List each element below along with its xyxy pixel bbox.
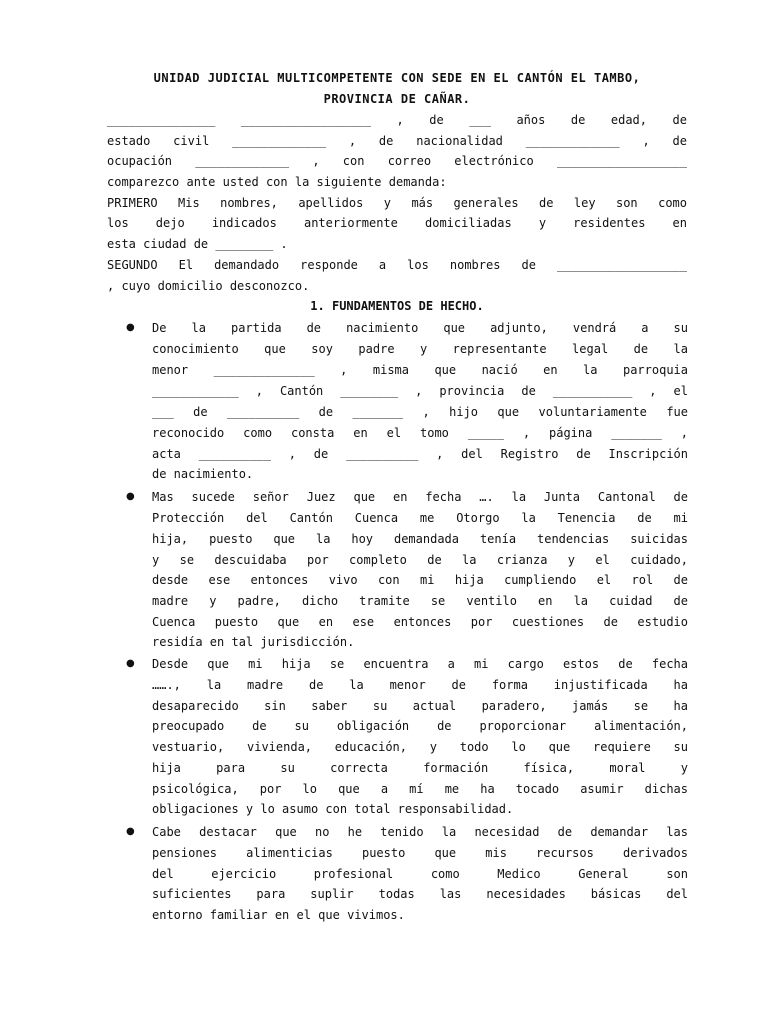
intro-line: estado civil _____________ , de nacionalidad _____________ , de bbox=[107, 134, 687, 148]
bullet-icon: ● bbox=[126, 826, 135, 837]
bullet-line: hija, puesto que la hoy demandada tenía tendencias suicidas bbox=[152, 532, 688, 546]
intro-line: , cuyo domicilio desconozco. bbox=[107, 279, 310, 293]
bullet-line: obligaciones y lo asumo con total responsabilidad. bbox=[152, 802, 514, 816]
intro-line: ocupación _____________ , con correo electrónico __________________ bbox=[107, 154, 687, 168]
intro-line: esta ciudad de ________ . bbox=[107, 237, 288, 251]
bullet-line: suficientes para suplir todas las necesidades básicas del bbox=[152, 887, 688, 901]
bullet-icon: ● bbox=[126, 658, 135, 669]
bullet-line: menor ______________ , misma que nació en la parroquia bbox=[152, 363, 688, 377]
bullet-line: Cabe destacar que no he tenido la necesidad de demandar las bbox=[152, 825, 688, 839]
document-title-line-1: UNIDAD JUDICIAL MULTICOMPETENTE CON SEDE EN EL CANTÓN EL TAMBO, bbox=[153, 71, 641, 85]
intro-line: SEGUNDO El demandado responde a los nombres de __________________ bbox=[107, 258, 687, 272]
bullet-line: vestuario, vivienda, educación, y todo lo que requiere su bbox=[152, 740, 688, 754]
bullet-line: Desde que mi hija se encuentra a mi cargo estos de fecha bbox=[152, 657, 688, 671]
bullet-line: Cuenca puesto que en ese entonces por cuestiones de estudio bbox=[152, 615, 688, 629]
bullet-line: preocupado de su obligación de proporcionar alimentación, bbox=[152, 719, 688, 733]
bullet-line: hija para su correcta formación física, moral y bbox=[152, 761, 688, 775]
bullet-line: pensiones alimenticias puesto que mis recursos derivados bbox=[152, 846, 688, 860]
bullet-line: ……., la madre de la menor de forma injustificada ha bbox=[152, 678, 688, 692]
bullet-icon: ● bbox=[126, 491, 135, 502]
bullet-line: acta __________ , de __________ , del Registro de Inscripción bbox=[152, 447, 688, 461]
bullet-line: Protección del Cantón Cuenca me Otorgo la Tenencia de mi bbox=[152, 511, 688, 525]
section-heading: 1. FUNDAMENTOS DE HECHO. bbox=[310, 299, 484, 313]
intro-line: PRIMERO Mis nombres, apellidos y más generales de ley son como bbox=[107, 196, 687, 210]
bullet-line: residía en tal jurisdicción. bbox=[152, 635, 355, 649]
bullet-icon: ● bbox=[126, 322, 135, 333]
bullet-line: entorno familiar en el que vivimos. bbox=[152, 908, 405, 922]
bullet-line: reconocido como consta en el tomo _____ , página _______ , bbox=[152, 426, 688, 440]
bullet-line: madre y padre, dicho tramite se ventilo en la cuidad de bbox=[152, 594, 688, 608]
intro-line: comparezco ante usted con la siguiente demanda: bbox=[107, 175, 447, 189]
document-title-line-2: PROVINCIA DE CAÑAR. bbox=[323, 92, 471, 106]
intro-line: _______________ __________________ , de ___ años de edad, de bbox=[107, 113, 687, 127]
bullet-line: conocimiento que soy padre y representante legal de la bbox=[152, 342, 688, 356]
bullet-line: de nacimiento. bbox=[152, 467, 254, 481]
bullet-line: desde ese entonces vivo con mi hija cumpliendo el rol de bbox=[152, 573, 688, 587]
bullet-line: del ejercicio profesional como Medico General son bbox=[152, 867, 688, 881]
bullet-line: Mas sucede señor Juez que en fecha …. la Junta Cantonal de bbox=[152, 490, 688, 504]
intro-line: los dejo indicados anteriormente domiciliadas y residentes en bbox=[107, 216, 687, 230]
bullet-line: ___ de __________ de _______ , hijo que voluntariamente fue bbox=[152, 405, 688, 419]
bullet-line: y se descuidaba por completo de la crianza y el cuidado, bbox=[152, 553, 688, 567]
bullet-line: desaparecido sin saber su actual paradero, jamás se ha bbox=[152, 699, 688, 713]
bullet-line: De la partida de nacimiento que adjunto, vendrá a su bbox=[152, 321, 688, 335]
bullet-line: psicológica, por lo que a mí me ha tocado asumir dichas bbox=[152, 782, 688, 796]
bullet-line: ____________ , Cantón ________ , provincia de ___________ , el bbox=[152, 384, 688, 398]
